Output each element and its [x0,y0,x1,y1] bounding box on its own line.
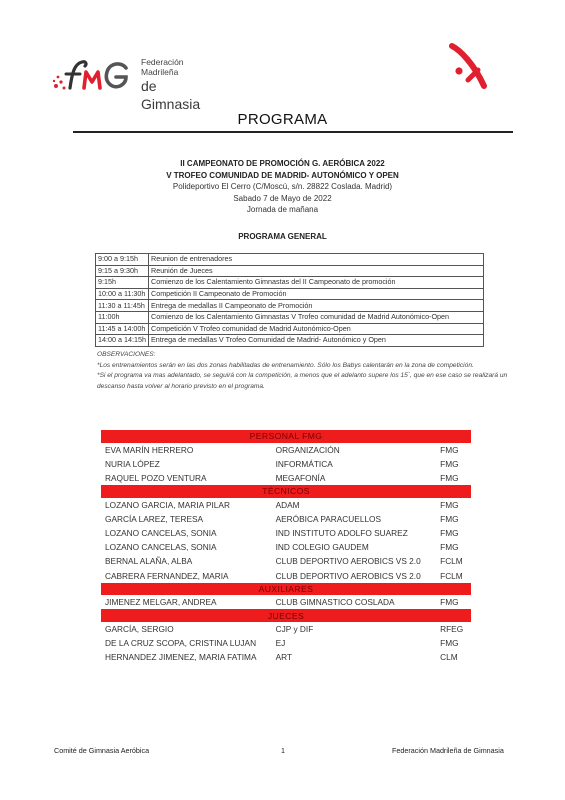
table-row [96,323,484,335]
staff-role: AERÓBICA PARACUELLOS [275,513,382,524]
staff-name: HERNANDEZ JIMENEZ, MARIA FATIMA [105,652,257,663]
table-row [96,288,484,300]
schedule-activity: Competición V Trofeo comunidad de Madrid Autonómico-Open [149,323,484,335]
staff-role: CLUB DEPORTIVO AEROBICS VS 2.0 [275,570,421,581]
staff-role: CLUB DEPORTIVO AEROBICS VS 2.0 [275,556,421,567]
staff-federation: FMG [440,499,459,510]
schedule-time: 11:30 a 11:45h [96,300,149,312]
table-row [101,471,471,485]
table-row [96,254,484,266]
schedule-time: 9:15 a 9:30h [96,265,149,277]
schedule-activity: Entrega de medallas V Trofeo Comunidad de Madrid- Autonómico y Open [149,335,484,347]
schedule-activity: Entrega de medallas II Campeonato de Promoción [149,300,484,312]
section-header-label: AUXILIARES [101,583,471,596]
event-title-2: V TROFEO COMUNIDAD DE MADRID- AUTONÓMICO Y OPEN [166,170,399,180]
table-row [101,443,471,457]
section-header-label: PERSONAL FMG [101,430,471,443]
staff-role: ORGANIZACIÓN [275,444,340,455]
staff-role: IND INSTITUTO ADOLFO SUAREZ [275,528,408,539]
fmg-logo-mark-icon [52,52,134,94]
staff-table [101,430,471,664]
staff-federation: FMG [440,597,459,608]
table-row [101,569,471,583]
schedule-activity: Comienzo de los Calentamiento Gimnastas del II Campeonato de promoción [149,277,484,289]
title-divider [73,131,513,133]
schedule-time: 11:45 a 14:00h [96,323,149,335]
schedule-time: 11:00h [96,311,149,323]
table-row [96,311,484,323]
table-row [101,498,471,512]
fmg-logo [52,52,212,112]
event-date: Sabado 7 de Mayo de 2022 [233,193,332,203]
staff-federation: FMG [440,444,459,455]
event-info [0,158,565,216]
section-header [101,430,471,443]
table-row [101,512,471,526]
observation-note-1: *Los entrenamientos serán en las dos zonas habilitadas de entrenamiento. Sólo los Babys calentarán en la zona de competición. [97,361,474,369]
event-venue: Polideportivo El Cerro (C/Moscú, s/n. 28822 Coslada. Madrid) [172,182,393,191]
staff-name: BERNAL ALAÑA, ALBA [105,556,193,567]
schedule-activity: Reunion de entrenadores [149,254,484,266]
schedule-table [95,253,484,347]
schedule-activity: Reunión de Jueces [149,265,484,277]
staff-role: ART [275,652,293,663]
observations [97,350,517,392]
table-row [101,457,471,471]
staff-name: NURIA LÓPEZ [105,458,160,469]
table-row [96,265,484,277]
schedule-activity: Competición II Campeonato de Promoción [149,288,484,300]
staff-name: LOZANO GARCIA, MARIA PILAR [105,499,230,510]
event-title-1: II CAMPEONATO DE PROMOCIÓN G. AERÓBICA 2022 [180,159,385,168]
staff-federation: FMG [440,638,459,649]
table-row [96,277,484,289]
org-name-line2: de Gimnasia [141,78,201,112]
table-row [101,650,471,664]
schedule-activity: Comienzo de los Calentamiento Gimnastas V Trofeo comunidad de Madrid Autonómico-Open [149,311,484,323]
schedule-time: 14:00 a 14:15h [96,335,149,347]
staff-name: DE LA CRUZ SCOPA, CRISTINA LUJAN [105,638,257,649]
schedule-time: 9:15h [96,277,149,289]
section-header [101,609,471,622]
schedule-time: 9:00 a 9:15h [96,254,149,266]
staff-federation: FCLM [440,570,463,581]
schedule-title: PROGRAMA GENERAL [238,232,327,241]
staff-role: EJ [275,638,286,649]
table-row [101,540,471,554]
observations-label: OBSERVACIONES: [97,351,156,358]
staff-federation: FMG [440,472,459,483]
table-row [101,636,471,650]
table-row [96,335,484,347]
staff-federation: FMG [440,513,459,524]
staff-role: ADAM [275,499,300,510]
page-title: PROGRAMA [237,111,328,128]
footer-right: Federación Madrileña de Gimnasia [392,746,504,755]
staff-role: MEGAFONÍA [275,472,326,483]
staff-name: GARCÍA LAREZ, TERESA [105,513,204,524]
staff-role: IND COLEGIO GAUDEM [275,542,369,553]
table-row [101,526,471,540]
staff-federation: FCLM [440,556,463,567]
section-header-label: JUECES [101,609,471,622]
staff-role: INFORMÁTICA [275,458,333,469]
org-name-line1: Federación Madrileña [141,57,184,77]
community-madrid-logo-icon [448,40,490,92]
section-header [101,583,471,596]
footer-left: Comité de Gimnasia Aeróbica [54,746,150,755]
staff-name: LOZANO CANCELAS, SONIA [105,542,217,553]
staff-name: GARCÍA, SERGIO [105,623,174,634]
staff-name: RAQUEL POZO VENTURA [105,472,207,483]
section-header [101,485,471,498]
staff-name: EVA MARÍN HERRERO [105,444,194,455]
table-row [101,622,471,636]
event-session: Jornada de mañana [246,205,319,214]
table-row [96,300,484,312]
staff-role: CLUB GIMNASTICO COSLADA [275,597,395,608]
staff-name: JIMENEZ MELGAR, ANDREA [105,597,217,608]
table-row [101,595,471,609]
staff-federation: CLM [440,652,458,663]
schedule-time: 10:00 a 11:30h [96,288,149,300]
staff-name: LOZANO CANCELAS, SONIA [105,528,217,539]
observation-note-2: *Si el programa va mas adelantado, se seguirá con la competición, a menos que el adelanto supere los 15´, que en ese caso se realizará un descanso hasta volver al horario previsto en el programa. [97,372,508,390]
staff-federation: FMG [440,458,459,469]
staff-federation: FMG [440,528,459,539]
staff-federation: RFEG [440,623,464,634]
staff-federation: FMG [440,542,459,553]
staff-name: CABRERA FERNANDEZ, MARIA [105,570,229,581]
staff-role: CJP y DIF [275,623,314,634]
section-header-label: TÉCNICOS [101,485,471,498]
page-number: 1 [281,746,285,755]
table-row [101,554,471,568]
